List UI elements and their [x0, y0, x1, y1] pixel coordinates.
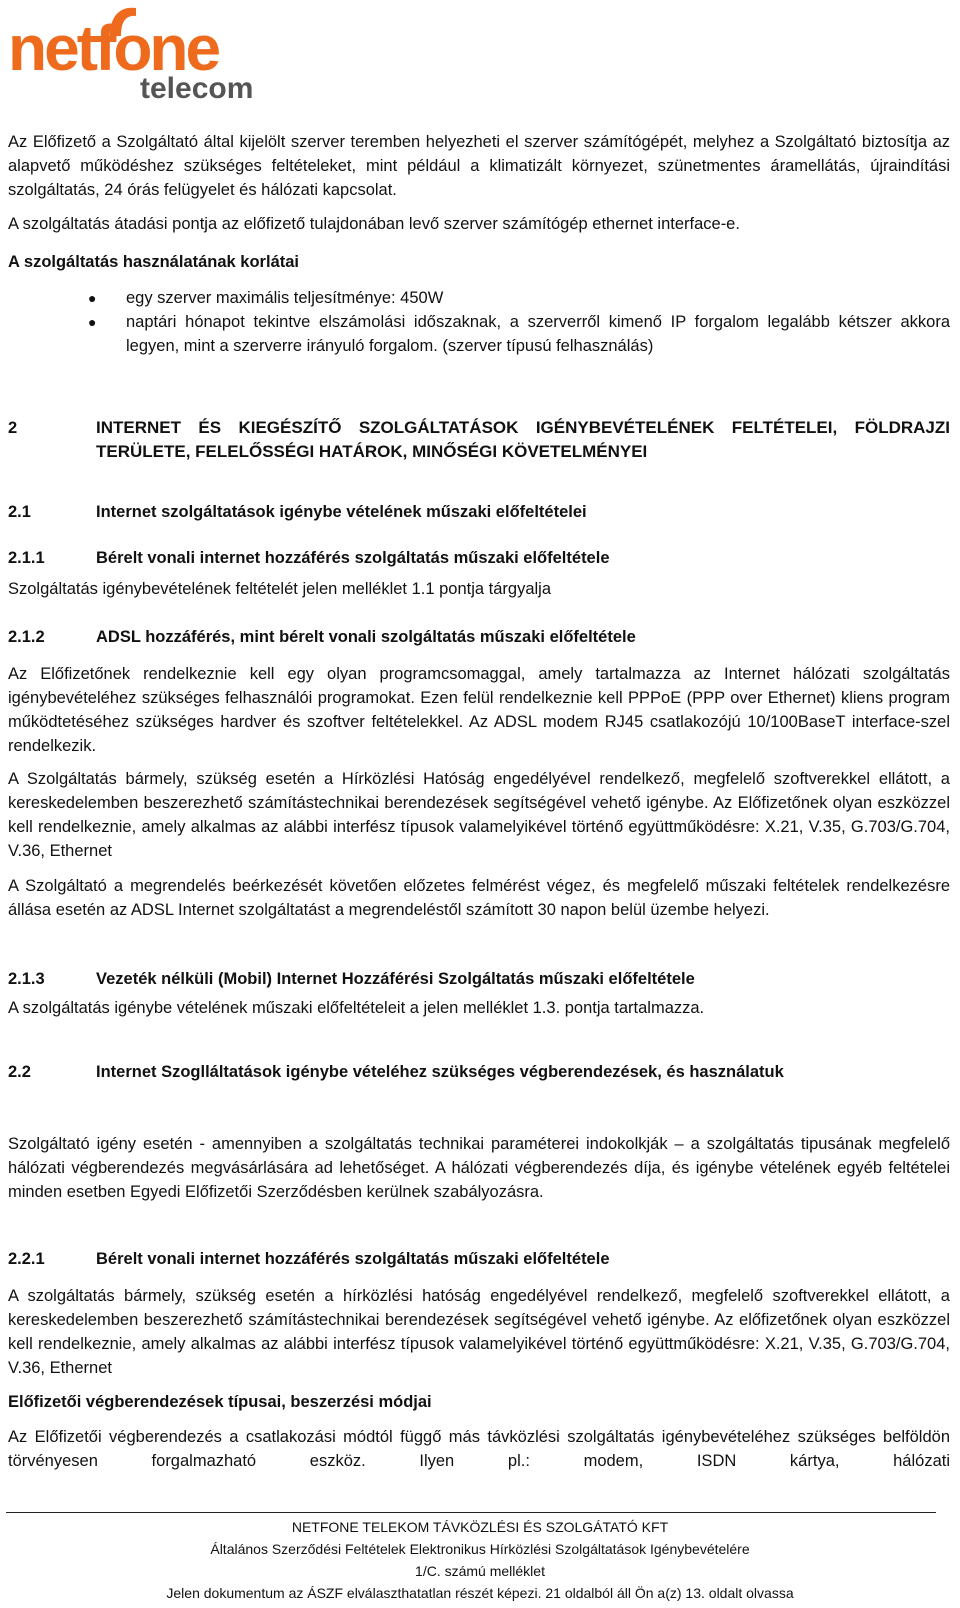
section-number: 2.1.3: [8, 970, 45, 988]
section-heading: Internet szolgáltatások igénybe vételének műszaki előfeltételei: [96, 503, 587, 521]
handover-paragraph: A szolgáltatás átadási pontja az előfizető tulajdonában levő szerver számítógép ethernet interface-e.: [8, 215, 740, 233]
netfone-telecom-logo: [6, 0, 256, 105]
list-item: ● egy szerver maximális teljesítménye: 450W: [88, 289, 444, 307]
devices-paragraph: Az Előfizetői végberendezés a csatlakozási módtól függő más távközlési szolgáltatás igénybevételéhez szükséges belföldön törvényesen forgalmazható eszköz. Ilyen pl.: modem, ISDN kártya, hálózati: [8, 1428, 950, 1470]
devices-heading: Előfizetői végberendezések típusai, beszerzési módjai: [8, 1393, 432, 1411]
section-paragraph: A Szolgáltató a megrendelés beérkezését követően előzetes felmérést végez, és megfelelő műszaki feltételek rendelkezésre állása esetén az ADSL Internet szolgáltatást a megrendeléstől számított 30 napon belül üzembe helyezi.: [8, 877, 950, 919]
section-heading: Bérelt vonali internet hozzáférés szolgáltatás műszaki előfeltétele: [96, 1250, 610, 1268]
section-heading: Internet Szoglláltatások igénybe vételéhez szükséges végberendezések, és használatuk: [96, 1063, 784, 1081]
footer-page-note: Jelen dokumentum az ÁSZF elválaszthatatlan részét képezi. 21 oldalból áll Ön a(z) 13. oldalt olvassa: [166, 1585, 794, 1601]
intro-paragraph: Az Előfizető a Szolgáltató által kijelölt szerver teremben helyezheti el szerver számítógépét, melyhez a Szolgáltató biztosítja az alapvető működéshez szükséges feltételeket, mint például a klimatizált környezet, szünetmentes áramellátás, újraindítási szolgáltatás, 24 órás felügyelet és hálózati kapcsolat.: [8, 133, 950, 199]
list-item: ● naptári hónapot tekintve elszámolási időszaknak, a szerverről kimenő IP forgalom legalább kétszer akkora legyen, mint a szerverre irányuló forgalom. (szerver típusú felhasználás): [88, 313, 950, 355]
section-number: 2.1.1: [8, 549, 45, 567]
limits-list: [0, 286, 950, 358]
footer-divider: [6, 1512, 936, 1513]
section-number: 2.2.1: [8, 1250, 45, 1268]
svg-text:netfone: netfone: [8, 12, 219, 84]
section-number: 2: [8, 419, 18, 437]
svg-text:telecom: telecom: [140, 72, 254, 105]
section-heading: Bérelt vonali internet hozzáférés szolgáltatás műszaki előfeltétele: [96, 549, 610, 567]
section-paragraph: Szolgáltató igény esetén - amennyiben a szolgáltatás technikai paraméterei indokolkják – a szolgáltatás tipusának megfelelő hálózati végberendezés megvásárlására ad lehetőséget. A hálózati végberendezés díja, és igénybe vételének egyéb feltételei minden esetben Egyedi Előfizetői Szerződésben kerülnek szabályozásra.: [8, 1135, 950, 1201]
footer-title: Általános Szerződési Feltételek Elektronikus Hírközlési Szolgáltatások Igénybevételére: [210, 1541, 750, 1557]
section-paragraph: A Szolgáltatás bármely, szükség esetén a Hírközlési Hatóság engedélyével rendelkező, megfelelő szoftverekkel ellátott, a kereskedelemben beszerezhető számítástechnikai berendezések segítségével vehető igénybe. Az Előfizetőnek olyan eszközzel kell rendelkeznie, amely alkalmas az alábbi interfész típusok valamelyikével történő együttműködésre: X.21, V.35, G.703/G.704, V.36, Ethernet: [8, 770, 950, 860]
section-number: 2.1: [8, 503, 31, 521]
section-heading: ADSL hozzáférés, mint bérelt vonali szolgáltatás műszaki előfeltétele: [96, 628, 636, 646]
section-paragraph: A szolgáltatás igénybe vételének műszaki előfeltételeit a jelen melléklet 1.3. pontja tartalmazza.: [8, 999, 705, 1017]
section-heading: INTERNET ÉS KIEGÉSZÍTŐ SZOLGÁLTATÁSOK IGÉNYBEVÉTELÉNEK FELTÉTELEI, FÖLDRAJZI TERÜLETE, FELELŐSSÉGI HATÁROK, MINŐSÉGI KÖVETELMÉNYEI: [96, 418, 950, 461]
section-paragraph: A szolgáltatás bármely, szükség esetén a hírközlési hatóság engedélyével rendelkező, megfelelő szoftverekkel ellátott, a kereskedelemben beszerezhető számítástechnikai berendezések segítségével vehető igénybe. Az előfizetőnek olyan eszközzel kell rendelkeznie, amely alkalmas az alábbi interfész típusok valamelyikével történő együttműködésre: X.21, V.35, G.703/G.704, V.36, Ethernet: [8, 1287, 950, 1377]
footer-annex: 1/C. számú melléklet: [415, 1563, 545, 1579]
section-paragraph: Az Előfizetőnek rendelkeznie kell egy olyan programcsomaggal, amely tartalmazza az Internet hálózati szolgáltatás igénybevételéhez szükséges felhasználói programokat. Ezen felül rendelkeznie kell PPPoE (PPP over Ethernet) kliens program működtetéséhez szükséges hardver és szoftver feltételekkel. Az ADSL modem RJ45 csatlakozójú 10/100BaseT interface-szel rendelkezik.: [8, 665, 950, 755]
section-number: 2.1.2: [8, 628, 45, 646]
section-heading: Vezeték nélküli (Mobil) Internet Hozzáférési Szolgáltatás műszaki előfeltétele: [96, 970, 695, 988]
footer-company: NETFONE TELEKOM TÁVKÖZLÉSI ÉS SZOLGÁTATÓ KFT: [291, 1519, 669, 1535]
section-paragraph: Szolgáltatás igénybevételének feltételét jelen melléklet 1.1 pontja tárgyalja: [8, 580, 552, 598]
limits-heading: A szolgáltatás használatának korlátai: [8, 253, 299, 271]
section-number: 2.2: [8, 1063, 31, 1081]
